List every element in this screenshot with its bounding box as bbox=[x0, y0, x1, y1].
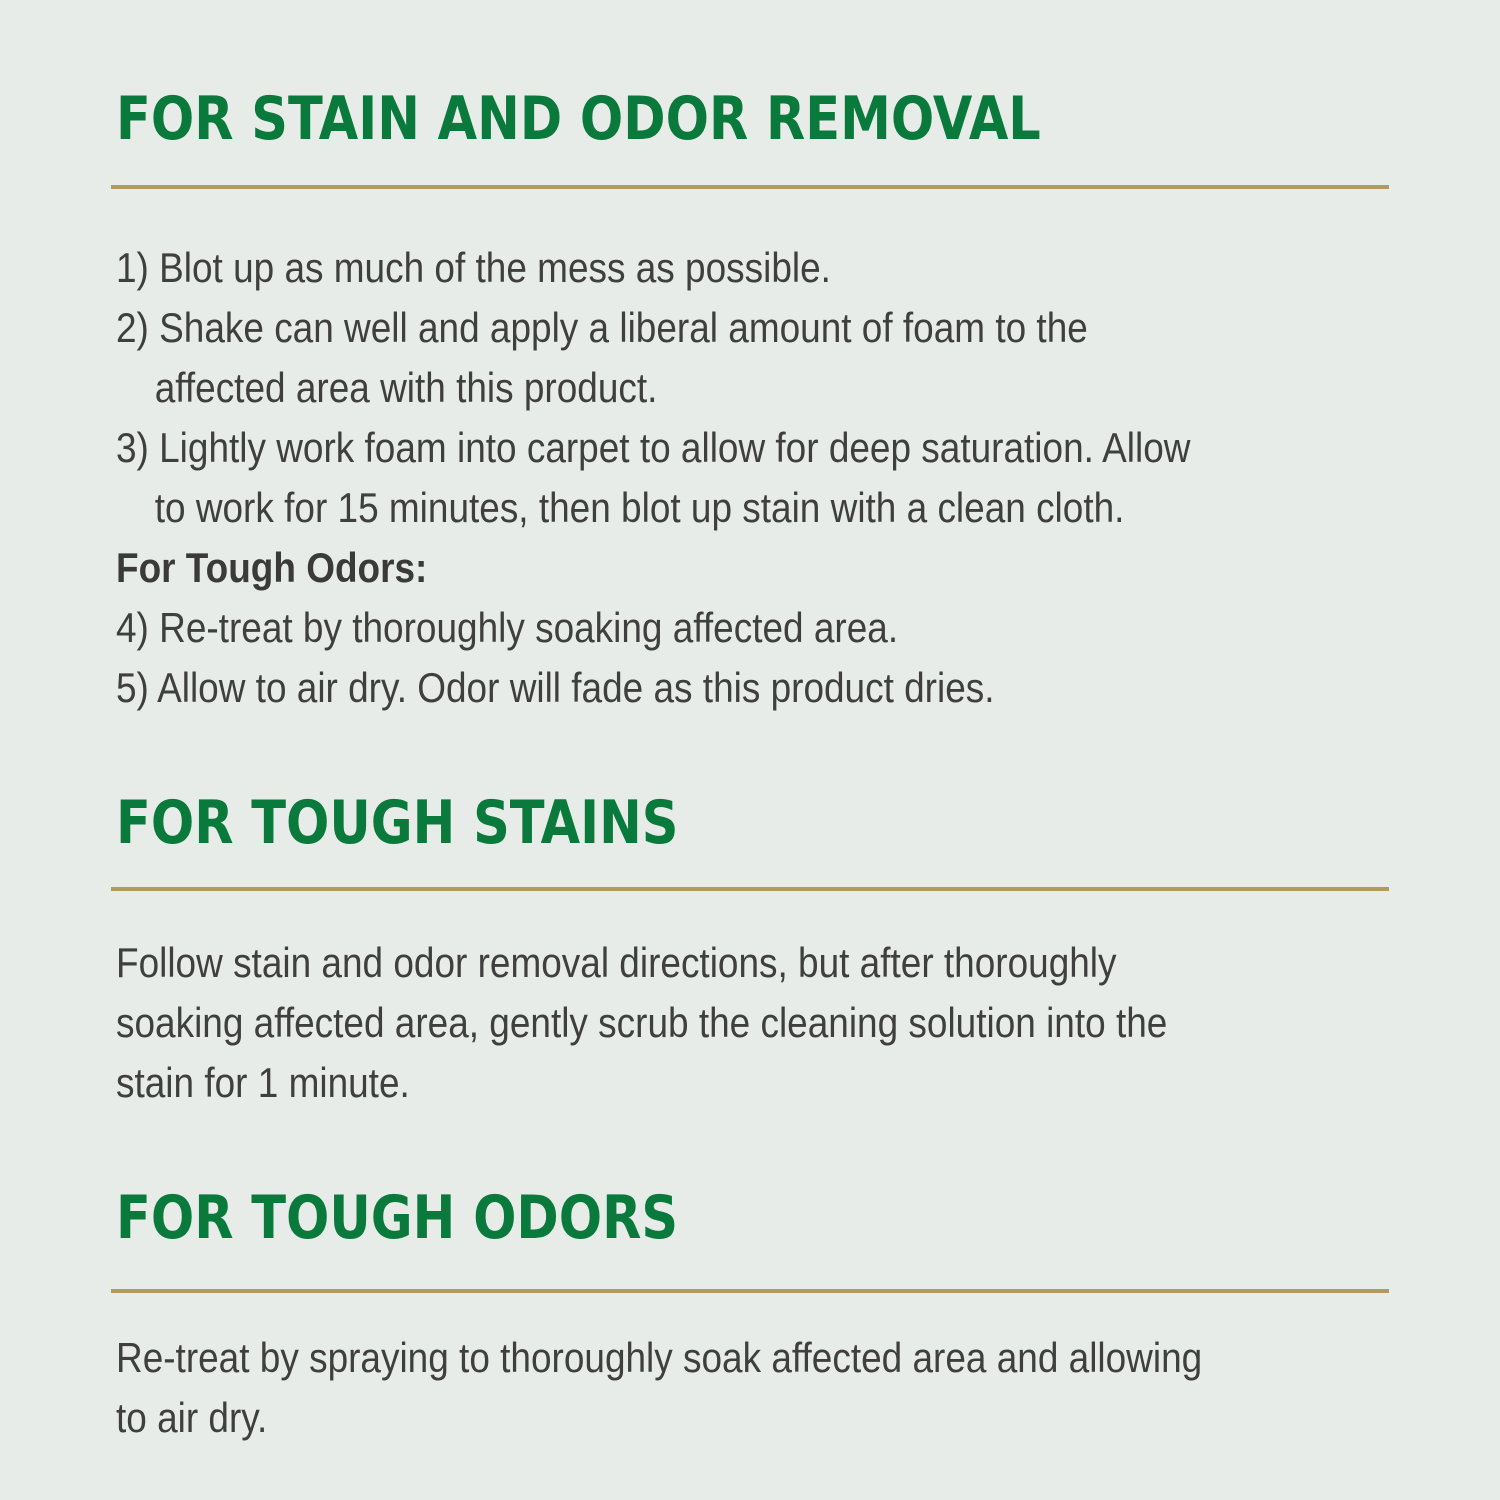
section-divider bbox=[111, 185, 1389, 189]
step-2: 2) Shake can well and apply a liberal amount of foam to the bbox=[116, 304, 1088, 351]
step-3-continued: to work for 15 minutes, then blot up stain with a clean cloth. bbox=[154, 484, 1125, 531]
tough-odors-text bbox=[116, 1328, 1202, 1448]
section-title-tough-stains: FOR TOUGH STAINS bbox=[116, 788, 679, 858]
tough-stains-line-2: soaking affected area, gently scrub the cleaning solution into the bbox=[116, 999, 1168, 1046]
step-5: 5) Allow to air dry. Odor will fade as this product dries. bbox=[116, 664, 995, 711]
tough-odors-line-2: to air dry. bbox=[116, 1394, 268, 1441]
stain-odor-removal-steps bbox=[116, 238, 1190, 718]
step-2-continued: affected area with this product. bbox=[154, 364, 658, 411]
section-divider bbox=[111, 1289, 1389, 1293]
step-3: 3) Lightly work foam into carpet to allow for deep saturation. Allow bbox=[116, 424, 1191, 471]
step-4: 4) Re-treat by thoroughly soaking affected area. bbox=[116, 604, 899, 651]
tough-odors-line-1: Re-treat by spraying to thoroughly soak affected area and allowing bbox=[116, 1334, 1203, 1381]
tough-odors-subheading: For Tough Odors: bbox=[116, 544, 428, 591]
step-1: 1) Blot up as much of the mess as possible. bbox=[116, 244, 831, 291]
section-title-tough-odors: FOR TOUGH ODORS bbox=[116, 1183, 679, 1253]
tough-stains-text bbox=[116, 933, 1167, 1113]
tough-stains-line-1: Follow stain and odor removal directions, but after thoroughly bbox=[116, 939, 1117, 986]
tough-stains-line-3: stain for 1 minute. bbox=[116, 1059, 410, 1106]
section-divider bbox=[111, 887, 1389, 891]
section-title-stain-odor-removal: FOR STAIN AND ODOR REMOVAL bbox=[116, 84, 1041, 154]
